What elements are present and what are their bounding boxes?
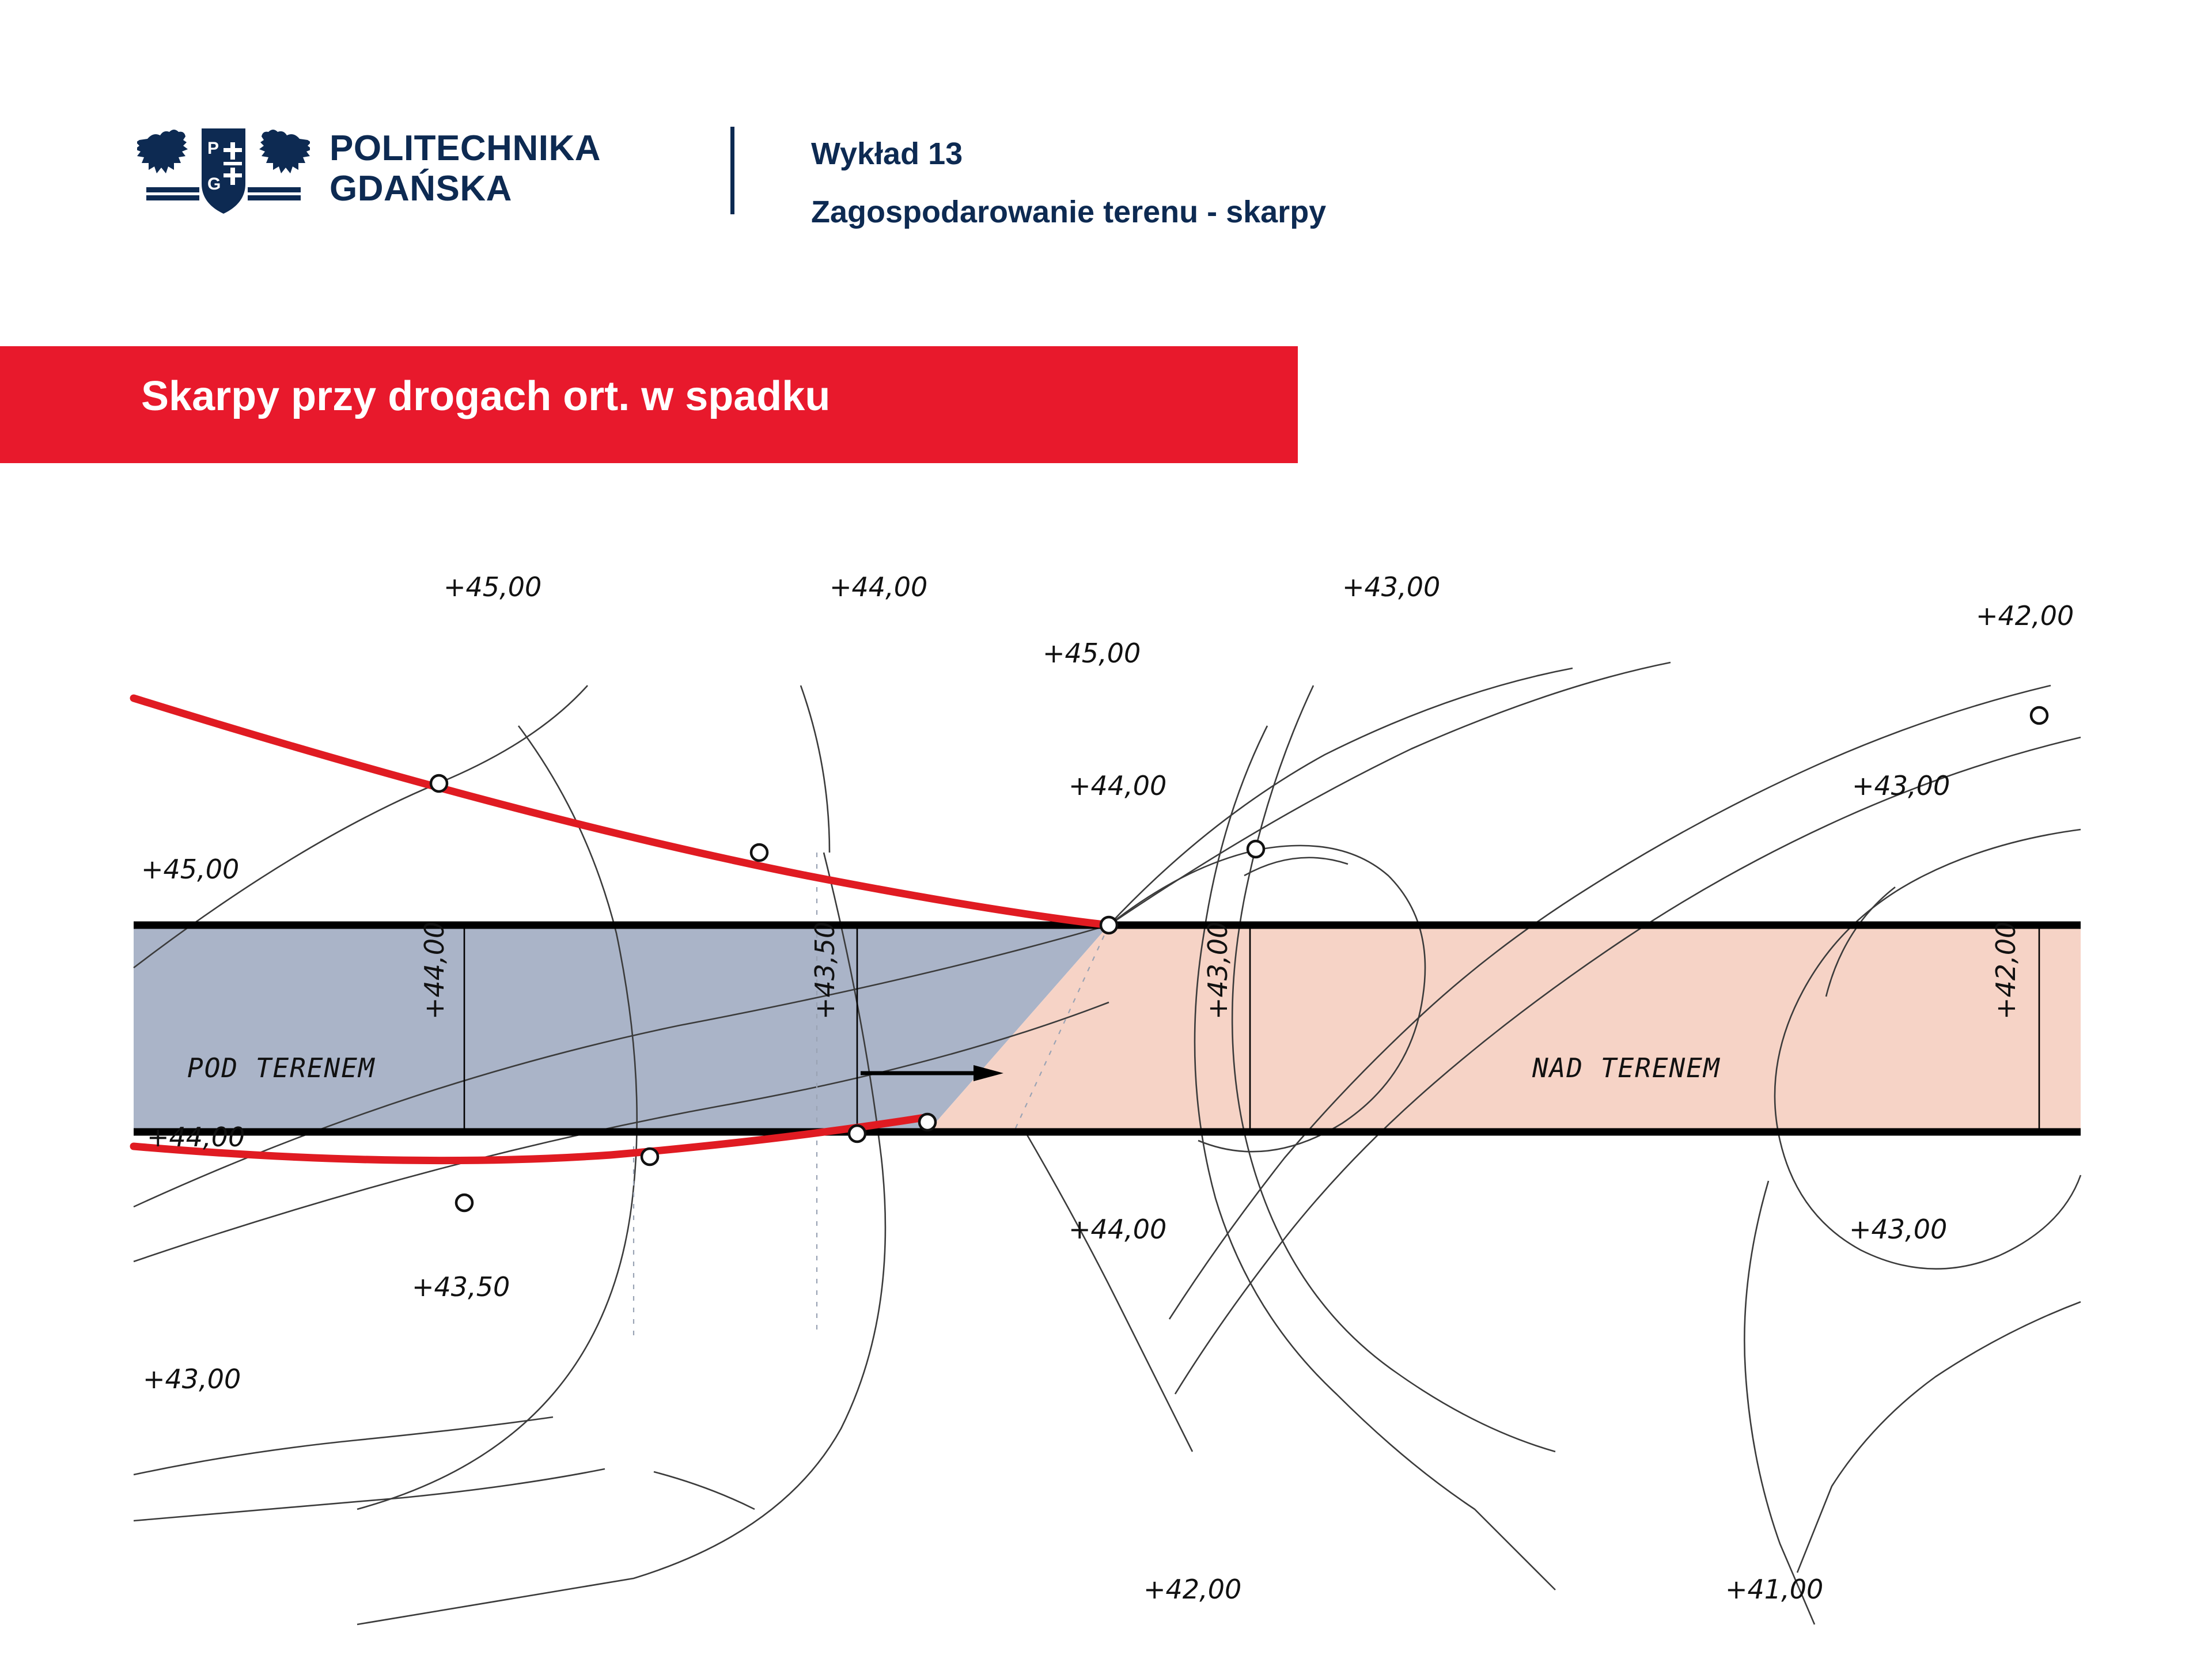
contour-label: +44,00 bbox=[147, 1122, 245, 1153]
section-title: Skarpy przy drogach ort. w spadku bbox=[141, 373, 831, 419]
contour-line bbox=[654, 1472, 755, 1509]
road-elevation-label: +43,50 bbox=[809, 921, 840, 1020]
contour-label: +41,00 bbox=[1725, 1574, 1824, 1605]
crest-letter-g: G bbox=[207, 175, 221, 194]
section-bar bbox=[0, 346, 1298, 463]
university-name bbox=[329, 128, 601, 209]
contour-label: +45,00 bbox=[444, 571, 542, 603]
contour-label: +43,00 bbox=[143, 1363, 241, 1395]
lecture-info bbox=[811, 137, 1326, 230]
crest-letter-p: P bbox=[207, 139, 219, 158]
road-elevation-label: +42,00 bbox=[1990, 921, 2021, 1020]
contour-label: +44,00 bbox=[830, 571, 928, 603]
node-marker bbox=[2031, 707, 2047, 724]
contour-lines bbox=[134, 662, 2081, 1624]
node-marker bbox=[751, 844, 767, 861]
contour-line bbox=[1109, 662, 1671, 925]
contour-line bbox=[1797, 1302, 2081, 1573]
contour-line bbox=[134, 1417, 553, 1475]
zone-label-nad-terenem: NAD TERENEM bbox=[1532, 1052, 1721, 1084]
slope-line-upper bbox=[134, 698, 1109, 925]
contour-line bbox=[1109, 668, 1573, 925]
header-divider bbox=[730, 127, 734, 214]
contour-line bbox=[1744, 1181, 1815, 1624]
contour-label: +43,00 bbox=[1342, 571, 1441, 603]
node-marker bbox=[849, 1126, 865, 1142]
contour-label: +43,50 bbox=[412, 1271, 510, 1302]
contour-label: +43,00 bbox=[1849, 1214, 1948, 1245]
pg-crest-icon bbox=[137, 118, 310, 219]
contour-label: +43,00 bbox=[1852, 770, 1950, 801]
university-logo-block bbox=[137, 118, 601, 219]
university-name-line1: POLITECHNIKA bbox=[329, 128, 601, 169]
lecture-title: Zagospodarowanie terenu - skarpy bbox=[811, 195, 1327, 230]
zone-label-pod-terenem: POD TERENEM bbox=[187, 1052, 376, 1084]
node-marker bbox=[1101, 917, 1117, 933]
node-marker bbox=[919, 1114, 935, 1130]
contour-line bbox=[1244, 858, 1348, 876]
node-marker bbox=[642, 1149, 658, 1165]
slope-diagram bbox=[0, 495, 2212, 1659]
contour-label: +45,00 bbox=[141, 854, 240, 885]
node-marker bbox=[431, 775, 447, 791]
contour-label: +42,00 bbox=[1976, 600, 2074, 631]
zone-fill-nad-terenem bbox=[927, 925, 2081, 1132]
university-name-line2: GDAŃSKA bbox=[329, 168, 512, 209]
contour-label: +44,00 bbox=[1069, 1214, 1167, 1245]
contour-label: +42,00 bbox=[1143, 1574, 1242, 1605]
contour-label: +44,00 bbox=[1069, 770, 1167, 801]
contour-label: +45,00 bbox=[1043, 638, 1141, 669]
contour-line bbox=[1195, 726, 1555, 1590]
contour-line bbox=[1025, 1132, 1192, 1452]
road-elevation-label: +44,00 bbox=[419, 921, 450, 1020]
contour-line bbox=[801, 685, 830, 853]
page-header bbox=[0, 0, 2212, 314]
node-marker bbox=[456, 1195, 472, 1211]
node-marker bbox=[1248, 841, 1264, 857]
lecture-number: Wykład 13 bbox=[811, 137, 963, 171]
road-elevation-label: +43,00 bbox=[1202, 921, 1233, 1020]
contour-line bbox=[134, 1469, 605, 1521]
